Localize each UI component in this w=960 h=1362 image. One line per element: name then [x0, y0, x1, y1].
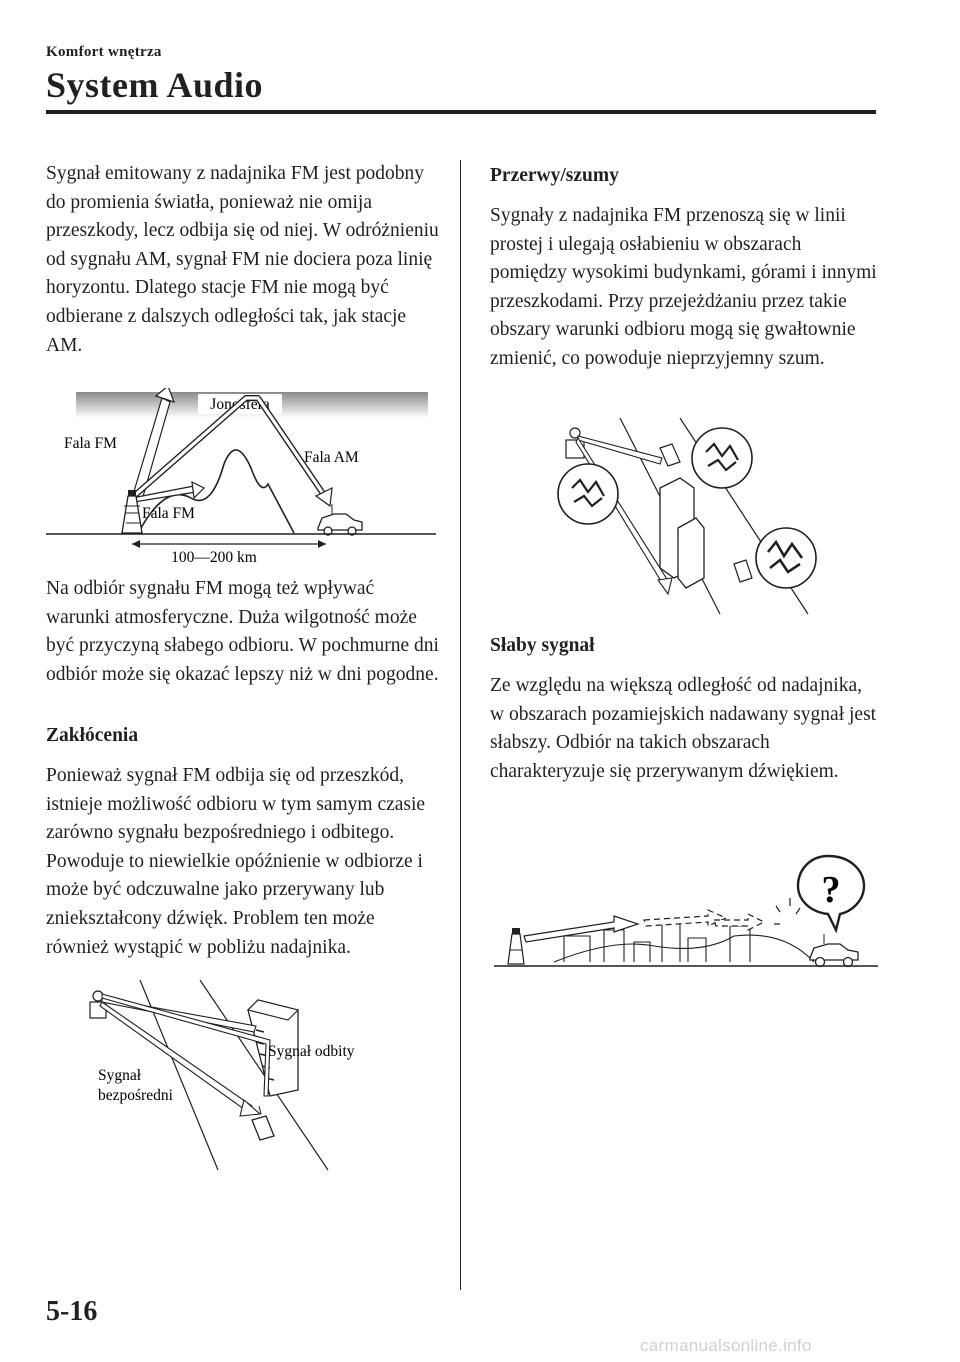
noise-bubble-icon	[558, 464, 618, 524]
distance-label: 100—200 km	[171, 549, 257, 566]
noise-bubble-icon	[692, 428, 752, 488]
fm-wave-bottom-label: Fala FM	[142, 505, 195, 522]
signal-arrow-dashed	[644, 910, 726, 926]
page-number: 5-16	[46, 1296, 98, 1327]
interference-paragraph: Ponieważ sygnał FM odbija się od przeszkód, istnieje możliwość odbioru w tym samym czasie zarówno sygnału bezpośredniego i odbitego. Powoduje to niewielkie opóźnienie w odbiorze i może być odczuwalne jako przerywany lub zniekształcony dźwięk. Problem ten może również wystąpić w pobliżu nadajnika.	[46, 765, 426, 958]
reflected-signal-label: Sygnał odbity	[268, 1043, 355, 1060]
ionosphere-label: Jonosfera	[210, 396, 270, 413]
watermark-url: carmanualsonline.info	[640, 1336, 812, 1355]
fading-signal-lines	[774, 898, 800, 924]
fm-wave-ground-arrowhead	[192, 482, 204, 498]
direct-signal-arrowhead	[240, 1100, 260, 1116]
page-title: System Audio	[46, 65, 264, 105]
am-wave-label: Fala AM	[304, 449, 359, 466]
building-noise-figure	[550, 418, 820, 618]
weak-signal-figure	[494, 846, 878, 970]
direct-signal-label-line1: Sygnał	[98, 1067, 142, 1084]
header-rule	[46, 110, 876, 114]
distance-arrowhead-right	[318, 540, 326, 548]
noise-bubble-icon	[756, 528, 816, 588]
direct-signal-label-line2: bezpośredni	[98, 1087, 173, 1104]
weak-signal-paragraph: Ze względu na większą odległość od nadajnika, w obszarach pozamiejskich nadawany sygnał jest słabszy. Odbiór na takich obszarach charakteryzuje się przerywanym dźwiękiem.	[490, 675, 877, 782]
intro-paragraph: Sygnał emitowany z nadajnika FM jest podobny do promienia światła, ponieważ nie omija przeszkody, lecz odbija się od niej. W odróżnieniu od sygnału AM, sygnał FM nie dociera poza linię horyzontu. Dlatego stacje FM nie mogą być odbierane z dalszych odległości tak, jak stacje AM.	[46, 163, 439, 356]
multipath-figure	[80, 980, 400, 1180]
fm-wave-top-label: Fala FM	[64, 435, 117, 452]
weak-signal-heading: Słaby sygnał	[490, 635, 595, 656]
signal-arrowhead-down	[658, 578, 672, 594]
atmosphere-paragraph: Na odbiór sygnału FM mogą też wpływać warunki atmosferyczne. Duża wilgotność może być przyczyną słabego odbioru. W pochmurne dni odbiór może się okazać lepszy niż w dni pogodne.	[46, 578, 439, 685]
column-divider	[460, 160, 461, 1290]
dropouts-paragraph: Sygnały z nadajnika FM przenoszą się w linii prostej i ulegają osłabieniu w obszarach pomiędzy wysokimi budynkami, górami i innymi przeszkodami. Przy przejeżdżaniu przez takie obszary warunki odbioru mogą się gwałtownie zmienić, co powoduje nieprzyjemny szum.	[490, 205, 877, 369]
car-icon	[810, 934, 858, 967]
interference-heading: Zakłócenia	[46, 725, 139, 746]
fm-am-propagation-figure	[46, 388, 436, 568]
question-mark-icon: ?	[821, 869, 841, 911]
car-icon	[318, 504, 362, 535]
building-icon	[660, 478, 704, 588]
distance-arrowhead-left	[132, 540, 140, 548]
hills-outline	[554, 935, 814, 962]
dropouts-heading: Przerwy/szumy	[490, 165, 619, 186]
section-label: Komfort wnętrza	[46, 44, 162, 60]
signal-arrow-solid	[524, 916, 638, 942]
tower-icon	[508, 928, 524, 964]
